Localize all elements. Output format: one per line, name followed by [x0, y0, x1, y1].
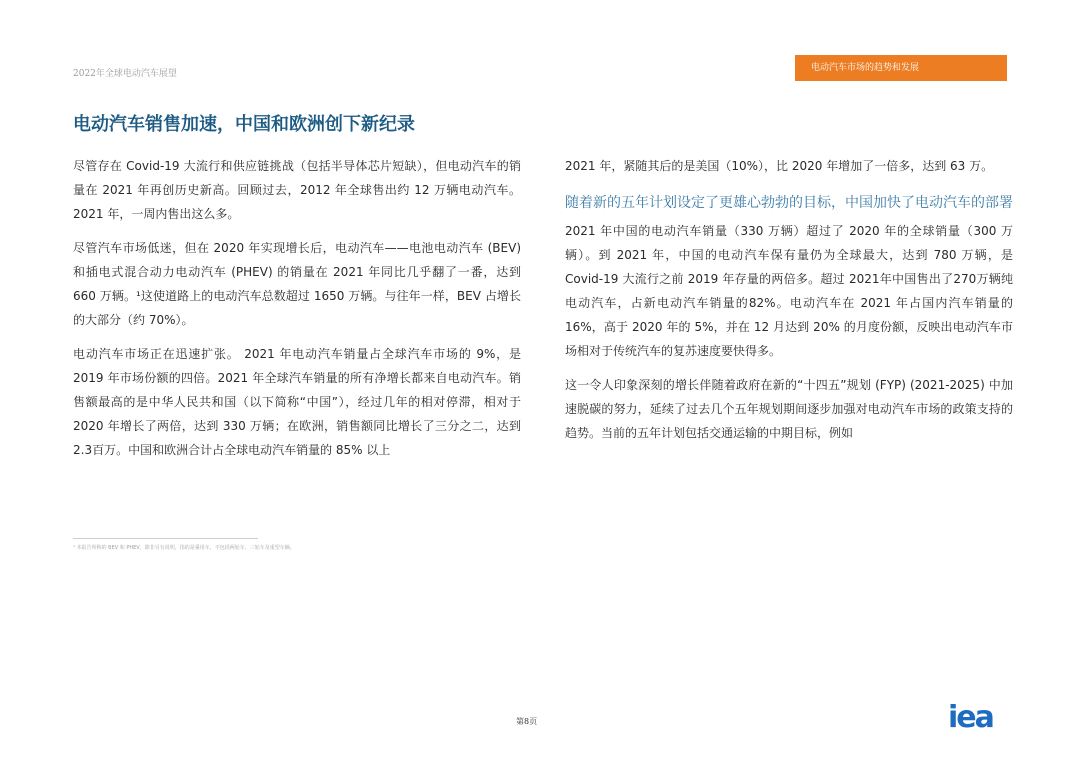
- report-title: 2022年全球电动汽车展望: [73, 69, 177, 79]
- paragraph: 2021 年，紧随其后的是美国（10%），比 2020 年增加了一倍多，达到 63 万。: [565, 159, 994, 173]
- right-column: [565, 154, 1013, 455]
- section-label: 电动汽车市场的趋势和发展: [795, 55, 1007, 81]
- section-subheading: 随着新的五年计划设定了更雄心勃勃的目标，中国加快了电动汽车的部署: [565, 195, 1013, 211]
- paragraph: 尽管汽车市场低迷，但在 2020 年实现增长后，电动汽车——电池电动汽车 (BEV) 和插电式混合动力电动汽车 (PHEV) 的销量在 2021 年同比几乎翻了一番，达到 660 万辆。¹这使道路上的电动汽车总数超过 1650 万辆。与往年一样，BEV 占增长的大部分（约 70%）。: [73, 241, 521, 327]
- page-number: 第8页: [516, 717, 538, 726]
- paragraph: 电动汽车市场正在迅速扩张。 2021 年电动汽车销量占全球汽车市场的 9%，是 2019 年市场份额的四倍。2021 年全球汽车销量的所有净增长都来自电动汽车。销售额最高的是中华人民共和国（以下简称“中国”），经过几年的相对停滞，相对于 2020 年增长了两倍，达到 330 万辆；在欧洲，销售额同比增长了三分之二，达到 2.3百万。中国和欧洲合计占全球电动汽车销量的 85% 以上: [73, 347, 521, 457]
- iea-logo: iea: [948, 700, 993, 735]
- paragraph: 这一令人印象深刻的增长伴随着政府在新的“十四五”规划 (FYP) (2021-2025) 中加速脱碳的努力，延续了过去几个五年规划期间逐步加强对电动汽车市场的政策支持的趋势。当前的五年计划包括交通运输的中期目标，例如: [565, 378, 1013, 440]
- paragraph: 尽管存在 Covid-19 大流行和供应链挑战（包括半导体芯片短缺），但电动汽车的销量在 2021 年再创历史新高。回顾过去，2012 年全球售出约 12 万辆电动汽车。2021 年，一周内售出这么多。: [73, 159, 521, 221]
- footnote-divider: [73, 538, 258, 539]
- left-column: [73, 154, 521, 472]
- paragraph: 2021 年中国的电动汽车销量（330 万辆）超过了 2020 年的全球销量（300 万辆）。到 2021 年，中国的电动汽车保有量仍为全球最大，达到 780 万辆，是 Covid-19 大流行之前 2019 年存量的两倍多。超过 2021年中国售出了270万辆纯电动汽车，占新电动汽车销量的82%。电动汽车在 2021 年占国内汽车销量的 16%，高于 2020 年的 5%，并在 12 月达到 20% 的月度份额，反映出电动汽车市场相对于传统汽车的复苏速度要快得多。: [565, 224, 1013, 358]
- page-title: 电动汽车销售加速，中国和欧洲创下新纪录: [73, 114, 415, 135]
- footnote: ¹ 本报告所称的 BEV 和 PHEV，除非另有说明，指的是乘用车，不包括两轮车、三轮车及重型车辆。: [73, 545, 295, 551]
